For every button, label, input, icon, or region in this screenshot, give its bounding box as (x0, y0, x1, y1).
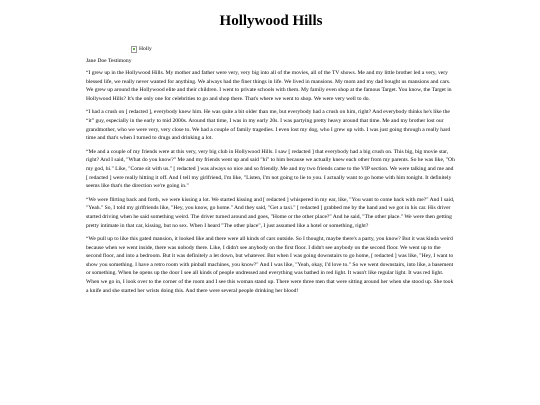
paragraph: “We were flirting back and forth, we were kissing a lot. We started kissing and [ redacted ] whispered in my ear, like, "You want to come back with me?" And I said, "Yeah." So, I told my girlfriends like, "Hey, you know, go home." And they said, "Get a taxi." [ redacted ] grabbed me by the hand and we got in his car. His driver started driving when he said something weird. The driver turned around and goes, "Home or the other place?" And he said, "The other place." We were then getting pretty intimate in that car, kissing, but no sex. When I heard "The other place", I just assumed like a hotel or something, right? (86, 196, 455, 229)
paragraph: “I grew up in the Hollywood Hills. My mother and father were very, very big into all of the movies, all of the TV shows. Me and my little brother led a very, very blessed life, we really never wanted for anything. We always had the finer things in life. We lived in mansions. My mom and my dad bought us mansions and cars. We grew up around the Hollywood elite and their children. I went to private schools with them. My family even shop at the famous Target. You know, the Target in Hollywood Hills? It's the only one for celebrities to go and shop there. That's where we went to shop. We were very well to do. (86, 70, 452, 102)
paragraph: “I had a crush on [ redacted ], everybody knew him. He was quite a bit older than me, but everybody had a crush on him, right? And everybody thinks he's like the “it” guy, especially in the early to mid 2000s. Around that time, I was in my early 20s. I was partying pretty heavy around that time. Me and my brother lost our grandmother, who we were very, very close to. We had a couple of family tragedies. I even lost my dog, who I grew up with. I was just going through a really hard time and that's when I turned to drugs and drinking a lot. (86, 109, 451, 142)
document-page (86, 0, 456, 300)
broken-image (86, 43, 456, 55)
paragraph: “Me and a couple of my friends were at this very, very big club in Hollywood Hills. I saw [ redacted ] that everybody had a big crush on. This big, big movie star, right? And I said, "What do you know?" Me and my friends went up and said "hi" to him because we actually knew each other from my parents. So he was like, "Oh my god, hi." Like, "Come sit with us." [ redacted ] was always so nice and so friendly. Me and my two friends came to the VIP section. We were talking and me and [ redacted ] were really hitting it off. And I tell my girlfriend, I'm like, "Listen, I'm not going to lie to you. I actually want to go home with him tonight. It definitely seems like that's the direction we're going in." (86, 148, 455, 190)
byline: Jane Doe Testimony (86, 58, 132, 64)
image-alt-text: Holly (139, 46, 152, 52)
paragraph: “We pull up to like this gated mansion, it looked like and there were all kinds of cars outside. So I thought, maybe there's a party, you know? But it was kinda weird because when we went inside, there was nobody there. Like, I didn't see anybody on the first floor. I didn't see anybody on the second floor. We went up to the second floor, and into a bedroom. But it was definitely a let down, but whatever. But when I was going downstairs to go home, [ redacted ] was like, "Hey, I want to show you something. I have a retro room with pinball machines, you know?" And I was like, "Yeah, okay, I'd love to." So we went downstairs, into like, a basement or something. When he opens up the door I see all kinds of people undressed and everything was bathed in red light. It wasn't like regular light. It was red light. When we go in, I look over to the corner of the room and I see this woman stand up. There were three men that were sitting around her when she stood up. She took a knife and she started her wrists doing this. And there were several people drinking her blood! (86, 236, 454, 294)
page-title: Hollywood Hills (219, 13, 323, 29)
broken-image-icon (131, 46, 137, 53)
